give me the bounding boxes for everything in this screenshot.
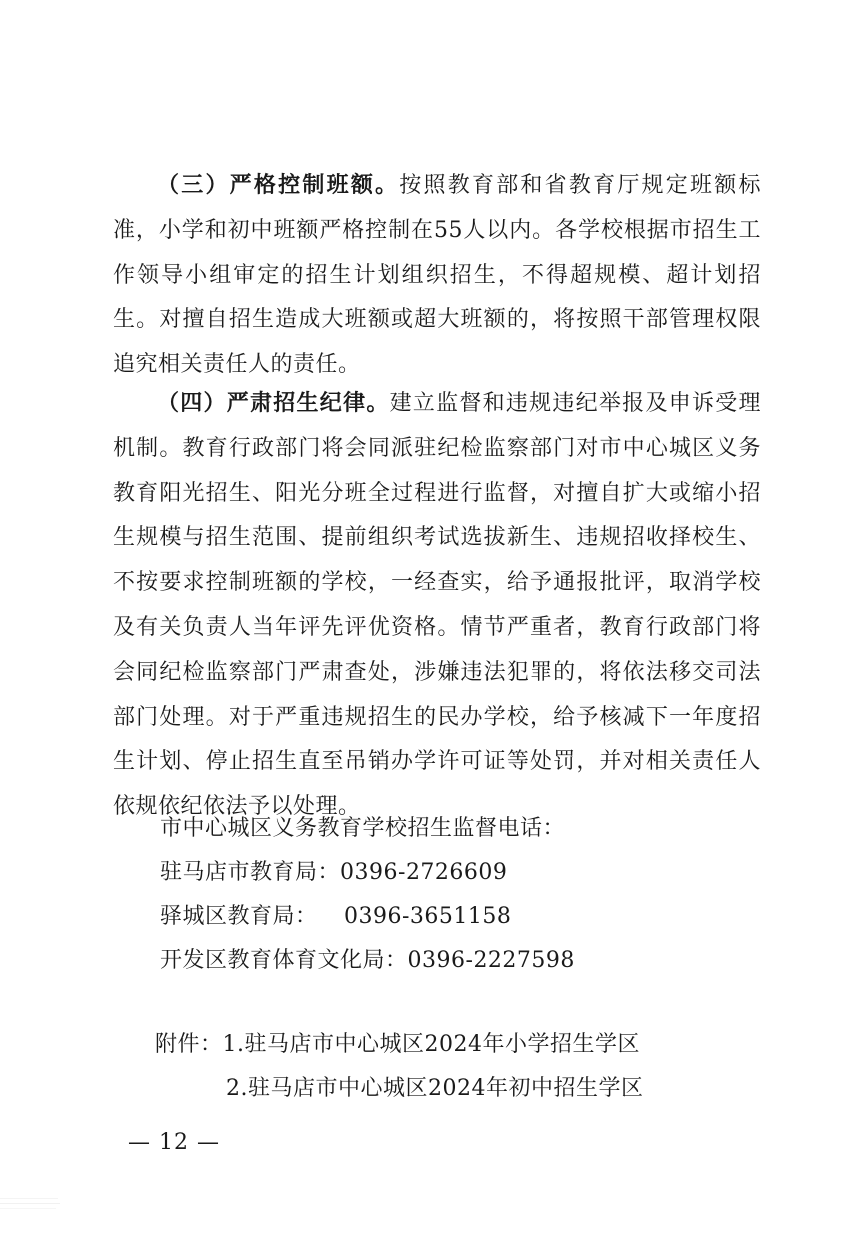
section-heading: （三）严格控制班额。 <box>157 173 400 198</box>
attachment-line <box>155 1023 640 1067</box>
hotline-entry <box>160 939 575 983</box>
attachment-line <box>226 1067 643 1111</box>
attachment-label: 附件： <box>155 1032 223 1057</box>
scan-artifact <box>0 1196 62 1212</box>
section-strict-class-size <box>113 164 761 388</box>
hotline-title: 市中心城区义务教育学校招生监督电话： <box>160 816 566 841</box>
page-number: — 12 — <box>128 1130 220 1155</box>
section-body: 按照教育部和省教育厅规定班额标准，小学和初中班额严格控制在55人以内。各学校根据市招生工作领导小组审定的招生计划组织招生，不得超规模、超计划招生。对擅自招生造成大班额或超大班额的，将按照干部管理权限追究相关责任人的责任。 <box>113 173 761 378</box>
hotline-phone: 0396-2726609 <box>340 860 508 885</box>
attachment-item: 1.驻马店市中心城区2024年小学招生学区 <box>222 1032 640 1057</box>
section-heading: （四）严肃招生纪律。 <box>157 391 390 416</box>
hotline-label: 驿城区教育局： <box>160 904 318 929</box>
attachment-item: 2.驻马店市中心城区2024年初中招生学区 <box>226 1076 644 1101</box>
hotline-entry <box>160 895 511 939</box>
hotline-entry <box>160 851 507 895</box>
hotline-label: 开发区教育体育文化局： <box>160 948 408 973</box>
hotline-phone: 0396-3651158 <box>344 904 512 929</box>
section-enrollment-discipline <box>113 382 761 830</box>
hotline-phone: 0396-2227598 <box>407 948 575 973</box>
hotline-label: 驻马店市教育局： <box>160 860 341 885</box>
section-body: 建立监督和违规违纪举报及申诉受理机制。教育行政部门将会同派驻纪检监察部门对市中心城区义务教育阳光招生、阳光分班全过程进行监督，对擅自扩大或缩小招生规模与招生范围、提前组织考试选拔新生、违规招收择校生、不按要求控制班额的学校，一经查实，给予通报批评，取消学校及有关负责人当年评先评优资格。情节严重者，教育行政部门将会同纪检监察部门严肃查处，涉嫌违法犯罪的，将依法移交司法部门处理。对于严重违规招生的民办学校，给予核减下一年度招生计划、停止招生直至吊销办学许可证等处罚，并对相关责任人依规依纪依法予以处理。 <box>113 391 761 820</box>
